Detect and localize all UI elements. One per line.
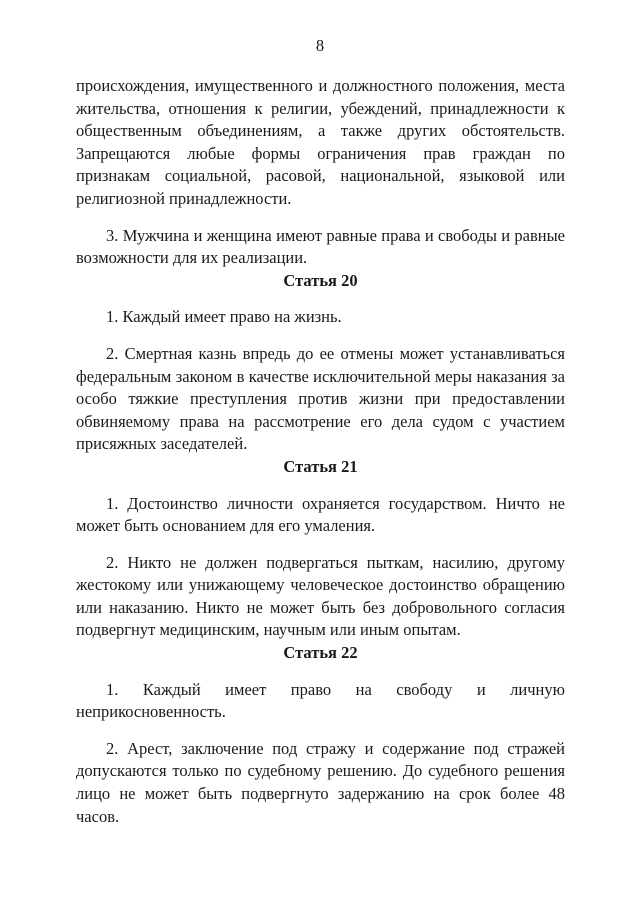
word: 1. <box>106 679 119 699</box>
word: имеет <box>225 679 267 699</box>
paragraph-article20-item1: 1. Каждый имеет право на жизнь. <box>106 307 342 327</box>
page-number: 8 <box>315 36 325 55</box>
paragraph-article22-item1-line2: неприкосновенность. <box>76 702 226 722</box>
document-body <box>76 75 565 828</box>
word: свободу <box>396 679 453 699</box>
paragraph-article21-item2: 2. Никто не должен подвергаться пыткам, насилию, другому жестокому или унижающему человеческое достоинство обращению или наказанию. Никто не может быть без добровольного согласия подвергнут медицинским, научным или иным опытам. <box>76 552 565 640</box>
paragraph-article20-item2: 2. Смертная казнь впредь до ее отмены может устанавливаться федеральным законом в качестве исключительной меры наказания за особо тяжкие преступления против жизни при предоставлении обвиняемому права на рассмотрение его дела судом с участием присяжных заседателей. <box>76 343 565 454</box>
word: личную <box>510 679 565 699</box>
paragraph-article22-item2: 2. Арест, заключение под стражу и содержание под стражей допускаются только по судебному решению. До судебного решения лицо не может быть подвергнуто задержанию на срок более 48 часов. <box>76 738 565 826</box>
paragraph-continued: происхождения, имущественного и должностного положения, места жительства, отношения к религии, убеждений, принадлежности к общественным объединениям, а также других обстоятельств. Запрещаются любые формы ограничения прав граждан по признакам социальной, расовой, национальной, языковой или религиозной принадлежности. <box>76 76 565 208</box>
paragraph-article22-item1 <box>76 679 565 724</box>
paragraph-article21-item1: 1. Достоинство личности охраняется государством. Ничто не может быть основанием для его умаления. <box>76 493 565 536</box>
article-20-heading: Статья 20 <box>283 270 358 290</box>
article-22-heading: Статья 22 <box>283 643 358 663</box>
article-21-heading: Статья 21 <box>283 456 358 476</box>
word: и <box>476 679 486 699</box>
paragraph-article22-item1-line1 <box>76 679 565 702</box>
word: Каждый <box>142 679 201 699</box>
word: на <box>355 679 372 699</box>
word: право <box>290 679 332 699</box>
paragraph-article19-item3: 3. Мужчина и женщина имеют равные права и свободы и равные возможности для их реализации. <box>76 225 565 268</box>
